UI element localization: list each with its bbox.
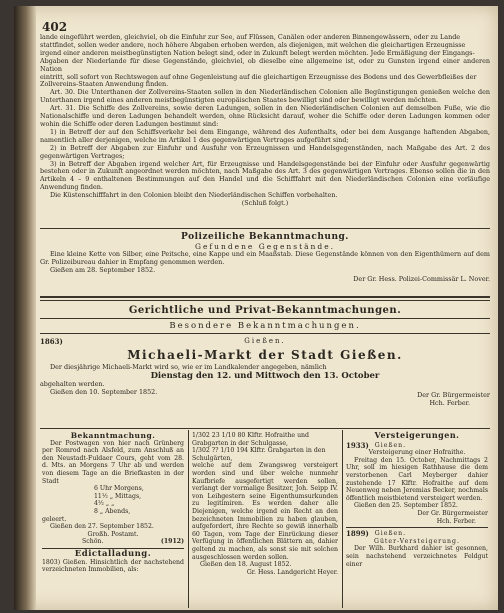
market-date: Gießen den 10. September 1852. bbox=[50, 388, 158, 397]
column-edict-continued bbox=[192, 432, 338, 576]
legal-heading: Gerichtliche und Privat-Bekanntmachungen. bbox=[128, 304, 402, 316]
intro-line: Zollvereins-Staaten Anwendung finden. bbox=[40, 80, 169, 89]
post-time: 11½ „ Mittags, bbox=[94, 492, 142, 500]
post-date: Gießen den 27. September 1852. bbox=[50, 523, 154, 531]
edict-text: 1803) Gießen. Hinsichtlich der nachstehend verzeichneten Immobilien, als: bbox=[42, 558, 184, 574]
legal-notices bbox=[40, 296, 490, 407]
article-30: Art. 30. Die Unterthanen der Zollvereins-Staaten sollen in den Niederländischen Colonien alle Begünstigungen genießen welche den Unterthanen irgend eines anderen meistbegünstigten europäischen Staates bewilligt sind oder bewilligt werden möchten. bbox=[40, 88, 490, 105]
double-divider bbox=[40, 296, 490, 301]
property-line: 1/302 23 1/10 80 Klftr. Hofraithe und Grabgarten in der Schulgasse, bbox=[192, 432, 309, 447]
divider bbox=[40, 333, 490, 334]
divider bbox=[346, 527, 488, 528]
auction-city: Gießen. bbox=[374, 530, 407, 538]
intro-line: eintritt, soll sofort von Rechtswegen auf ohne Gegenleistung auf die gleichartigen Erzeugnisse des Bodens und des Gewerbfleißes der bbox=[40, 72, 477, 81]
market-dates: Dienstag den 12. und Mittwoch den 13. October bbox=[150, 371, 380, 382]
edict-date: Gießen den 18. August 1852. bbox=[200, 561, 292, 569]
divider bbox=[40, 318, 490, 319]
divider bbox=[40, 428, 490, 429]
police-notice bbox=[40, 228, 490, 283]
article-continuation bbox=[40, 34, 490, 208]
intro-line: irgend einer anderen meistbegünstigten Nation belegt sind, oder in Zukunft belegt werden möchten. Jede Ermäßigung der Eingangs- bbox=[40, 48, 475, 57]
police-subheading: Gefundene Gegenstände. bbox=[194, 242, 336, 251]
article-31-item-4: Die Küstenschifffahrt in den Colonien bleibt den Niederländischen Schiffen vorbehalten. bbox=[50, 191, 338, 200]
post-tail: geleert. bbox=[42, 515, 67, 523]
auction-subheading: Güter-Versteigerung. bbox=[374, 537, 460, 545]
article-31-item-1: 1) in Betreff der auf den Schiffsverkehr bei dem Eingange, während des Aufenthalts, oder bei dem Ausgange haftenden Abgaben, namentlich aller derjenigen, welche im Artikel 1 des gegenwärtigen Vertrages aufgeführt sind; bbox=[40, 127, 490, 144]
newspaper-page bbox=[14, 6, 498, 610]
divider bbox=[40, 228, 490, 229]
column-divider bbox=[342, 430, 343, 608]
market-title: Michaeli-Markt der Stadt Gießen. bbox=[127, 347, 403, 362]
auction-number: 1899) bbox=[346, 529, 369, 539]
post-heading: Bekanntmachung. bbox=[70, 431, 156, 440]
post-ref: (1912) bbox=[160, 538, 184, 546]
intro-line: Abgaben der Niederlande für diese Gegenstände, gleichviel, ob dieselbe eine allgemeine ist, oder zu Gunsten irgend einer anderen Nation bbox=[40, 56, 490, 73]
property-line: 1/302 ?? 1/10 194 Klftr. Grabgarten in den Schulgärten, bbox=[192, 447, 326, 462]
post-time: 8 „ Abends, bbox=[94, 507, 131, 515]
auction-mayor-title: Der Gr. Bürgermeister bbox=[417, 509, 488, 517]
continued-note: (Schluß folgt.) bbox=[241, 199, 289, 208]
police-date: Gießen am 28. September 1852. bbox=[50, 265, 156, 274]
article-31: Art. 31. Die Schiffe des Zollvereins, sowie deren Ladungen, sollen in den Niederländischen Colonien auf demselben Fuße, wie die Nationalschiffe und deren Ladungen behandelt werden, ohne Rücksicht darauf, woher die Schiffe oder deren Ladungen kommen oder wohin die Schiffe oder deren Ladungen bestimmt sind: bbox=[40, 104, 490, 128]
post-time: 6 Uhr Morgens, bbox=[94, 485, 144, 493]
auction-text: Der Wilh. Burkhard dahier ist gesonnen, sein nachstehend verzeichnetes Feldgut einer bbox=[346, 545, 488, 568]
police-heading: Polizeiliche Bekanntmachung. bbox=[181, 232, 349, 242]
market-text: Der diesjährige Michaeli-Markt wird so, wie er im Landkalender angegeben, nämlich bbox=[50, 362, 327, 371]
market-end: abgehalten werden. bbox=[40, 380, 105, 389]
auction-text: Freitag den 15. October, Nachmittags 2 Uhr, soll im hiesigen Rathhause die dem verstorbenen Carl Meyberger dahier zustehende 17 Klftr. Hofraithe auf dem Neuenweg neben Jeremias Becker, nochmals öffentlich meistbietend versteigert werden. bbox=[346, 456, 488, 502]
intro-line: lande eingeführt werden, gleichviel, ob die Einfuhr zur See, auf Flüssen, Canälen oder anderen Binnengewässern, oder zu Lande bbox=[40, 33, 461, 41]
column-divider bbox=[188, 430, 189, 608]
book-spine bbox=[14, 6, 36, 610]
post-office: Großh. Postamt. bbox=[87, 530, 139, 538]
auctions-heading: Versteigerungen. bbox=[374, 430, 460, 440]
edict-heading: Edictalladung. bbox=[74, 548, 152, 559]
article-31-item-2: 2) in Betreff der Abgaben zur Einfuhr und Ausfuhr von Erzeugnissen und Handelsgegenständen, nach Maßgabe des Art. 2 des gegenwärtigen Vertrages; bbox=[40, 143, 490, 160]
notice-number: 1863) bbox=[40, 336, 63, 346]
auction-subheading: Versteigerung einer Hofraithe. bbox=[368, 449, 466, 457]
auction-date: Gießen den 25. September 1852. bbox=[354, 502, 458, 510]
auction-city: Gießen. bbox=[374, 441, 407, 449]
post-time: 4½ „ „ bbox=[94, 500, 115, 508]
auction-number: 1933) bbox=[346, 440, 369, 450]
column-auctions bbox=[346, 432, 488, 568]
police-text: Eine kleine Kette von Silber, eine Peitsche, eine Kappe und ein Maaßstab. Diese Gegenstände können von den Eigenthümern auf dem Gr. Polizeibureau dahier in Empfang genommen werden. bbox=[40, 250, 490, 266]
court-signature: Gr. Hess. Landgericht Heyer. bbox=[246, 568, 338, 576]
intro-lines bbox=[40, 34, 490, 89]
police-signature: Der Gr. Hess. Polizei-Commissär L. Nover. bbox=[353, 274, 490, 283]
page-number: 402 bbox=[42, 20, 68, 34]
post-text: Der Postwagen von hier nach Grünberg per Romrod nach Alsfeld, zum Anschluß an den Neustadt-Fuldaer Cours, geht vom 28. d. Mts. an Morgens 7 Uhr ab und werden von diesem Tage an die Briefkasten in der Stadt bbox=[42, 439, 184, 485]
auction-mayor-name: Hch. Ferber. bbox=[436, 517, 476, 525]
intro-line: stattfindet, sollen weder andere, noch höhere Abgaben erhoben werden, als diejenigen, mit welchen die gleichartigen Erzeugnisse bbox=[40, 40, 466, 49]
column-post bbox=[42, 432, 184, 574]
edict-body: welche auf dem Zwangsweg versteigert worden sind und über welche nunmehr Kaufbriefe ausgefertigt werden sollen, verlangt der vormalige Besitzer, Joh. Seipp IV. von Leihgestern seine Eigenthumsurkunden zu legitimiren. Es werden daher alle Diejenigen, welche irgend ein Recht an den bezeichneten Immobilien zu haben glauben, aufgefordert, ihre Rechte so gewiß innerhalb 60 Tagen, vom Tage der Einrückung dieser Verfügung in öffentlichen Blättern an, dahier geltend zu machen, als sonst sie mit solchen ausgeschlossen werden sollen. bbox=[192, 462, 338, 561]
legal-subheading: Besondere Bekanntmachungen. bbox=[169, 320, 361, 331]
mayor-name: Hch. Ferber. bbox=[429, 399, 470, 408]
mayor-title: Der Gr. Bürgermeister bbox=[417, 391, 490, 400]
post-signer: Schön. bbox=[82, 538, 104, 546]
notice-city: Gießen. bbox=[244, 336, 286, 345]
article-31-item-3: 3) in Betreff der Abgaben irgend welcher Art, für Erzeugnisse und Handelsgegenstände bei der Einfuhr oder Ausfuhr gegenwärtig bestehen oder in Zukunft angeordnet werden möchten, nach Maßgabe des Art. 3 des gegenwärtigen Vertrages. Ebenso sollen die in den Artikeln 4 – 9 enthaltenen Bestimmungen auf den Handel und die Schifffahrt mit den Niederländischen Colonien eine vorläufige Anwendung finden. bbox=[40, 159, 490, 192]
